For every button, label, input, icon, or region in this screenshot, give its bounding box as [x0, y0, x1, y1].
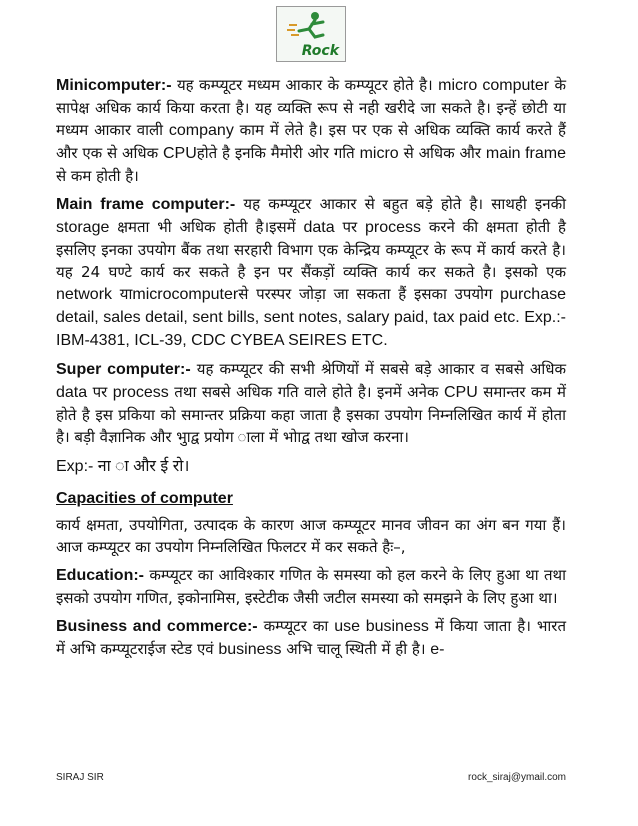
minicomputer-paragraph: Minicomputer:- यह कम्प्यूटर मध्यम आकार के कम्प्यूटर होते है। micro computer के सापेक्ष अधिक कार्य किया करता है। यह व्यक्ति रूप से नही खरीदे जा सकते है। इन्हें छोटी या मध्यम आकार वाली company काम में लेते है। इस पर एक से अधिक व्यक्ति कार्य करते हैं और एक से अधिक CPUहोते है इनकि मैमोरी ओर गति micro से अधिक और main frame से कम होती है। [56, 76, 567, 185]
supercomputer-paragraph: Super computer:- यह कम्प्यूटर की सभी श्रेणियों में सबसे बड़े आकार व सबसे अधिक data पर process तथा सबसे अधिक गति वाले होते है। इनमें अनेक CPU समान्तर कम में होते है इस प्रकिया को समान्तर प्रक्रिया कहा जाता है इसका उपयोग निम्नलिखित कार्य में होता है। बड़ी वैज्ञानिक और भुाद्व प्रयोग ाला में भोाद्व तथा खोज करना। [56, 360, 567, 446]
mainframe-heading: Main frame computer:- [56, 196, 236, 213]
minicomputer-heading: Minicomputer:- [56, 77, 172, 94]
runner-logo-icon [285, 11, 337, 41]
capacities-heading: Capacities of computer [56, 490, 233, 507]
rock-logo [276, 6, 346, 62]
page-footer [56, 772, 566, 783]
footer-author: SIRAJ SIR [56, 772, 104, 783]
supercomputer-heading: Super computer:- [56, 361, 191, 378]
business-paragraph: Business and commerce:- कम्प्यूटर का use business में किया जाता है। भारत में अभि कम्प्यूटराईज स्टेड एवं business अभि चालू स्थिती में ही है। e- [56, 617, 566, 658]
document-body [56, 74, 566, 667]
logo-text: Rock [301, 43, 339, 59]
business-heading: Business and commerce:- [56, 618, 258, 635]
footer-email: rock_siraj@ymail.com [468, 772, 566, 783]
education-paragraph: Education:- कम्प्यूटर का आविश्कार गणित के समस्या को हल करने के लिए हुआ था तथा इसको उपयोग गणित, इकोनामिस, इस्टेटीक जैसी जटील समस्या को समझने के लिए हुआ था। [56, 566, 566, 607]
example-label: Exp:- [56, 458, 94, 475]
education-heading: Education:- [56, 567, 144, 584]
capacities-paragraph: कार्य क्षमता, उपयोगिता, उत्पादक के कारण आज कम्प्यूटर मानव जीवन का अंग बन गया हैं। आज कम्प्यूटर का उपयोग निम्नलिखित फिलटर में कर सकते हैः–, [56, 516, 566, 556]
example-line: Exp:- ना ा और ई रो। [56, 458, 190, 475]
mainframe-paragraph: Main frame computer:- यह कम्प्यूटर आकार से बहुत बड़े होते है। साथही इनकी storage क्षमता भी अधिक होती है।इसमें data पर process करने की क्षमता होती है इसलिए इनका उपयोग बैंक तथा सरहारी विभाग एक केन्द्रिय कम्प्यूटर के रूप में कार्य करते है। यह 24 घण्टे कार्य कर सकते है इन पर सैंकड़ों व्यक्ति कार्य कर सकते है। इसको एक network याmicrocomputerसे परस्पर जोड़ा जा सकता हैं इसका उपयोग purchase detail, sales detail, sent bills, sent notes, salary paid, tax paid etc. Exp.:- IBM-4381, ICL-39, CDC CYBEA SEIRES ETC. [56, 195, 567, 349]
